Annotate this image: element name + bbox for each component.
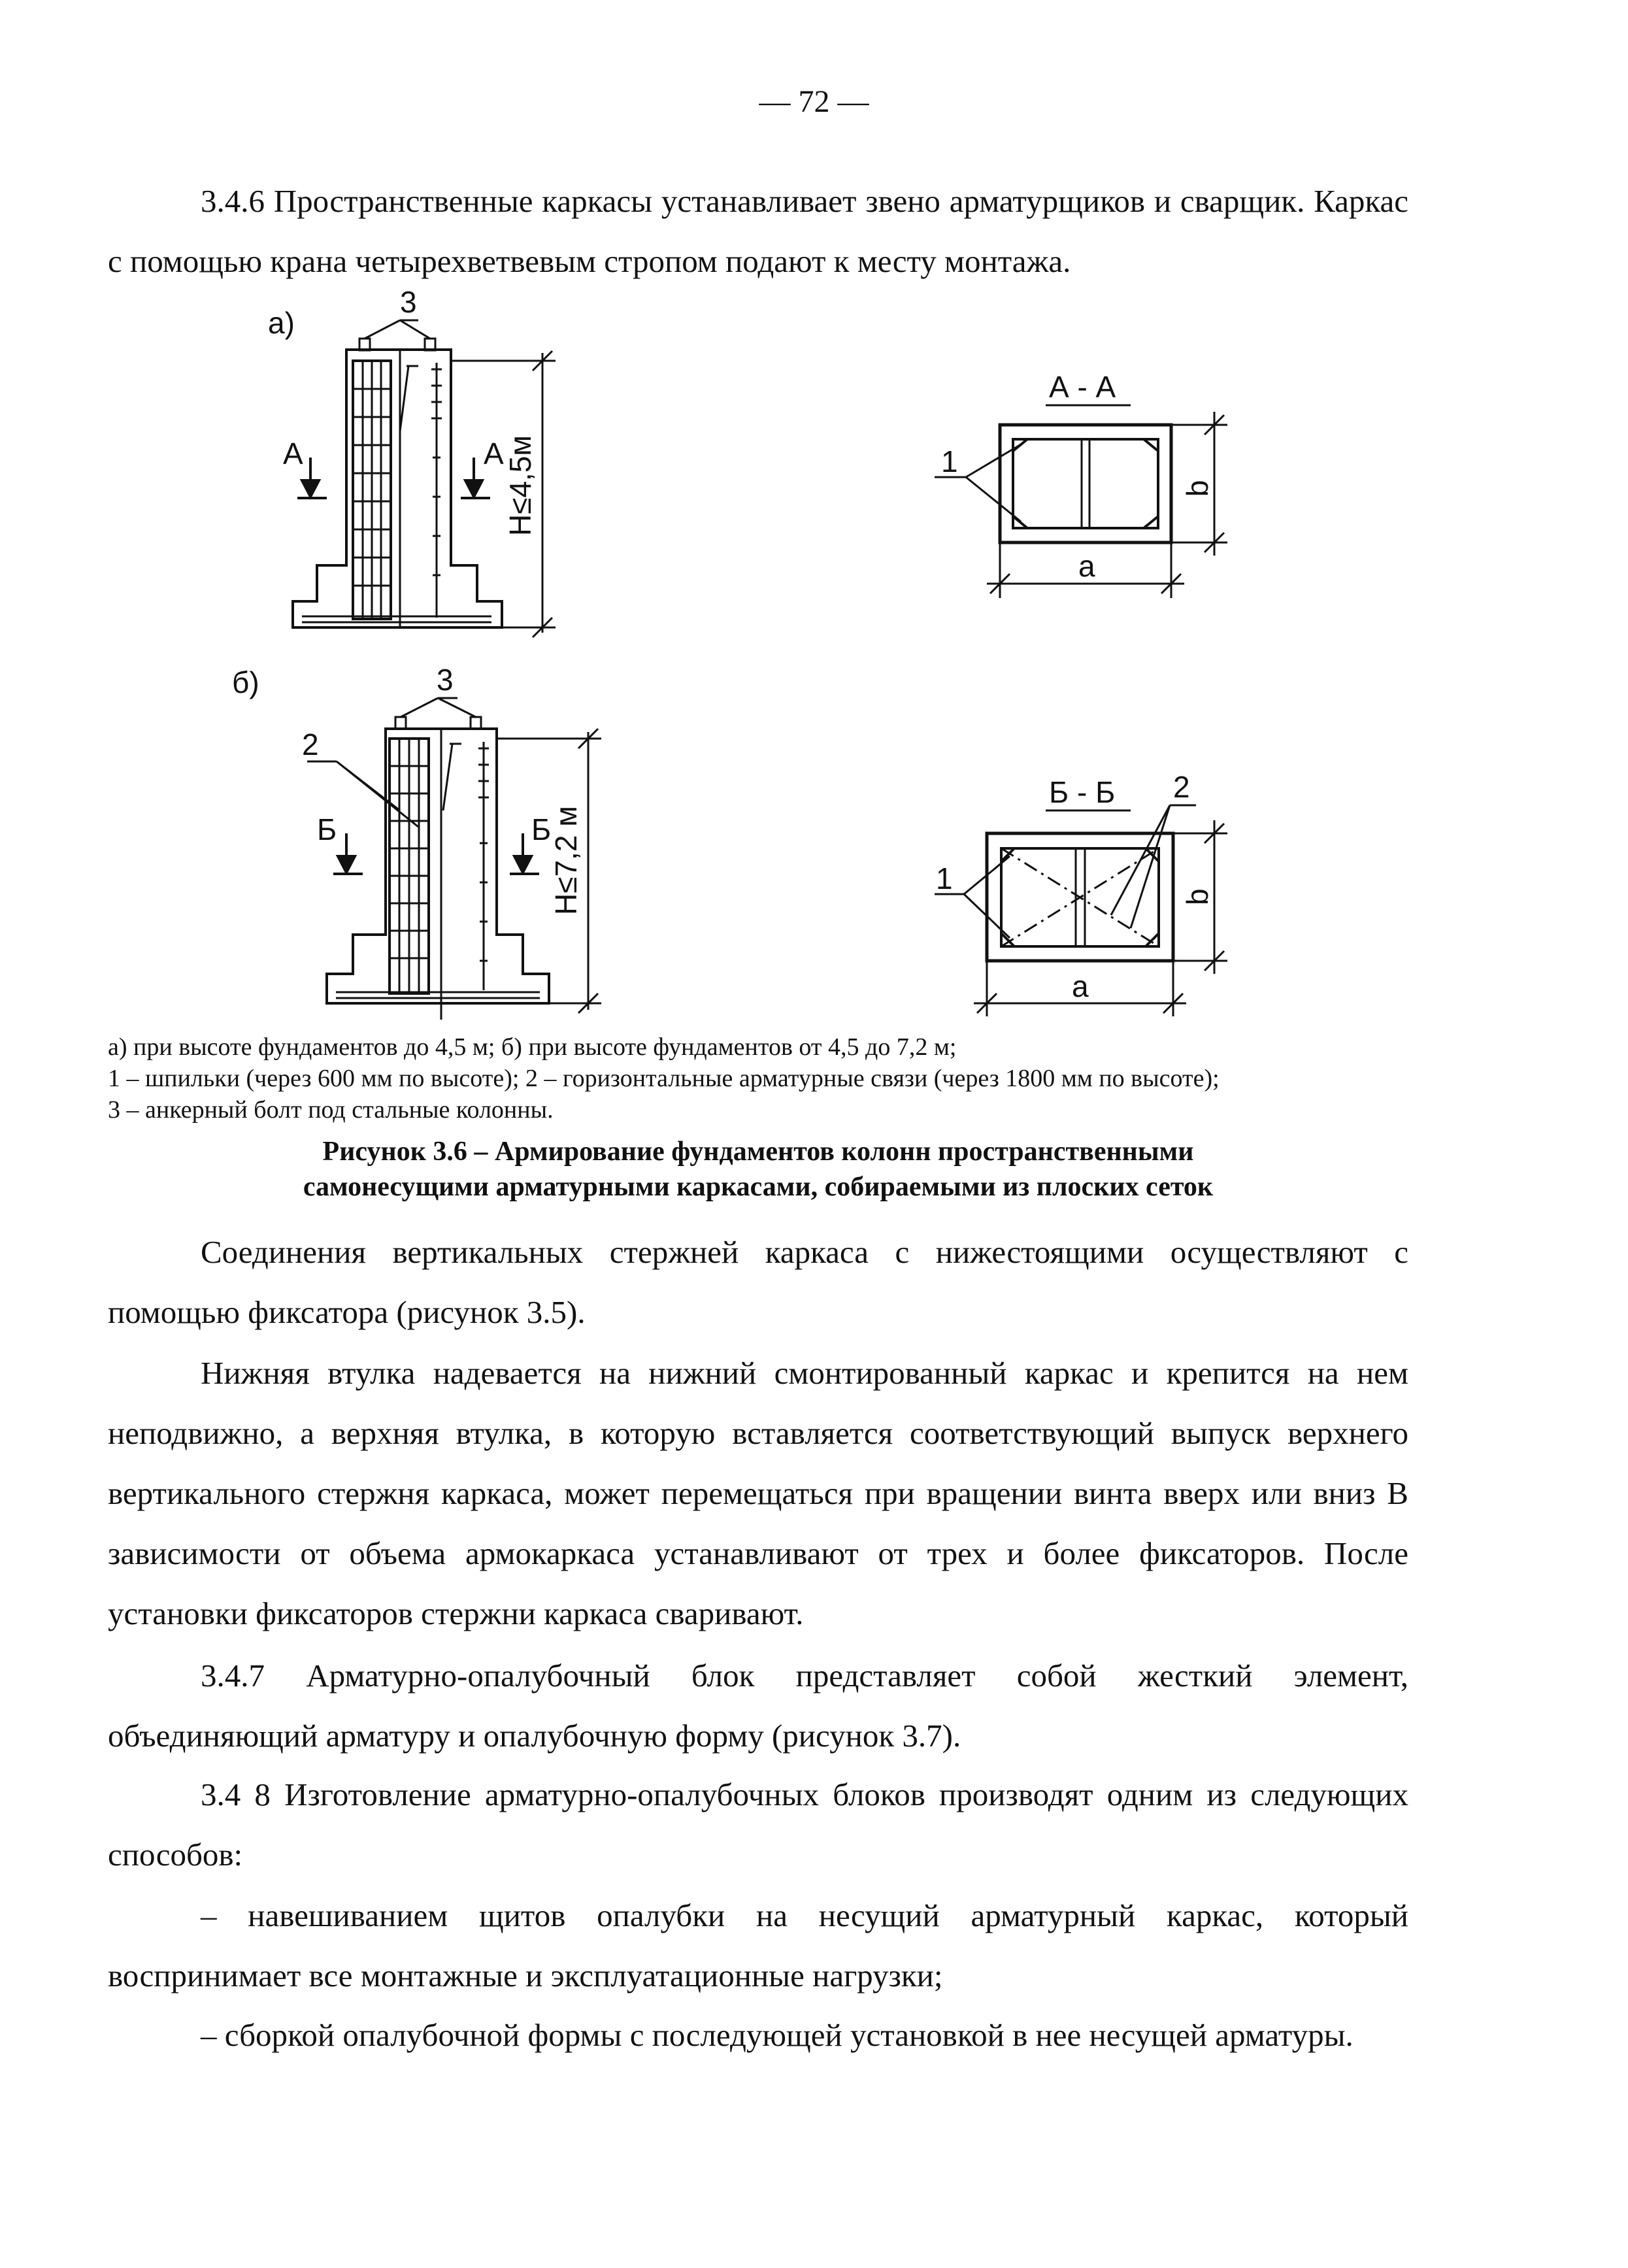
paragraph-sleeve: Нижняя втулка надевается на нижний смонтированный каркас и крепится на нем неподвижно, а верхняя втулка, в которую вставляется соответствующий выпуск верхнего вертикального стержня каркаса, может перемещаться при вращении винта вверх или вниз В зависимости от объема армокаркаса устанавливают от трех и более фиксаторов. После установки фиксаторов стержни каркаса сваривают. bbox=[108, 1355, 1408, 1631]
anchor-bolt-b-left bbox=[395, 717, 406, 729]
bullet-item-1: – навешиванием щитов опалубки на несущий арматурный каркас, который воспринимает все монтажные и эксплуатационные нагрузки; bbox=[108, 1897, 1408, 1993]
arrow-label-a-right: А bbox=[484, 437, 504, 471]
height-label-a: H≤4,5м bbox=[503, 435, 537, 536]
figure-label-a: а) bbox=[268, 306, 295, 340]
mark-3-a: 3 bbox=[400, 285, 417, 319]
section-title-b-b: Б - Б bbox=[1049, 775, 1116, 809]
section-title-a-a: А - А bbox=[1049, 370, 1116, 404]
mark-3-b: 3 bbox=[437, 663, 454, 697]
arrow-label-b-left: Б bbox=[317, 812, 337, 846]
section-a-a-outer bbox=[1000, 425, 1171, 542]
figure-3-6 bbox=[0, 0, 1628, 1059]
page-number: — 72 — bbox=[759, 84, 869, 119]
figure-caption bbox=[108, 1031, 1441, 1126]
mark-1-section-a: 1 bbox=[941, 444, 958, 478]
arrow-label-b-right: Б bbox=[531, 812, 552, 846]
foundation-outline-b bbox=[327, 729, 552, 1003]
dim-a-section-a: а bbox=[1078, 549, 1095, 583]
caption-line-2: 1 – шпильки (через 600 мм по высоте); 2 – горизонтальные арматурные связи (через 1800 мм по высоте); bbox=[108, 1065, 1220, 1092]
dim-a-section-b: а bbox=[1072, 969, 1089, 1003]
paragraph-3-4-6: 3.4.6 Пространственные каркасы устанавливает звено арматурщиков и сварщик. Каркас с помощью крана четырехветвевым стропом подают к месту монтажа. bbox=[108, 183, 1408, 279]
figure-label-b: б) bbox=[232, 665, 259, 699]
dim-b-section-a: b bbox=[1180, 480, 1214, 497]
figure-title-line-2: самонесущими арматурными каркасами, собираемыми из плоских сеток bbox=[303, 1172, 1214, 1202]
height-label-b: H≤7,2 м bbox=[549, 806, 583, 915]
paragraph-3-4-8: 3.4 8 Изготовление арматурно-опалубочных блоков производят одним из следующих способов: bbox=[108, 1776, 1408, 1873]
arrow-label-a-left: А bbox=[283, 437, 303, 471]
caption-line-1: а) при высоте фундаментов до 4,5 м; б) при высоте фундаментов от 4,5 до 7,2 м; bbox=[108, 1033, 957, 1061]
mark-2-b: 2 bbox=[302, 727, 319, 761]
paragraph-3-4-7: 3.4.7 Арматурно-опалубочный блок представляет собой жесткий элемент, объединяющий арматуру и опалубочную форму (рисунок 3.7). bbox=[108, 1658, 1408, 1754]
figure-title-line-1: Рисунок 3.6 – Армирование фундаментов колонн пространственными bbox=[322, 1137, 1194, 1167]
mark-2-section-b: 2 bbox=[1173, 770, 1190, 804]
dim-b-section-b: b bbox=[1180, 888, 1214, 905]
bullet-item-2: – сборкой опалубочной формы с последующей установкой в нее несущей арматуры. bbox=[201, 2017, 1354, 2053]
mark-1-section-b: 1 bbox=[936, 861, 953, 895]
figure-title bbox=[108, 1134, 1408, 1205]
paragraph-connections: Соединения вертикальных стержней каркаса с нижестоящими осуществляют с помощью фиксатора (рисунок 3.5). bbox=[108, 1234, 1408, 1330]
caption-line-3: 3 – анкерный болт под стальные колонны. bbox=[108, 1096, 554, 1124]
anchor-bolt-b-right bbox=[471, 717, 481, 729]
